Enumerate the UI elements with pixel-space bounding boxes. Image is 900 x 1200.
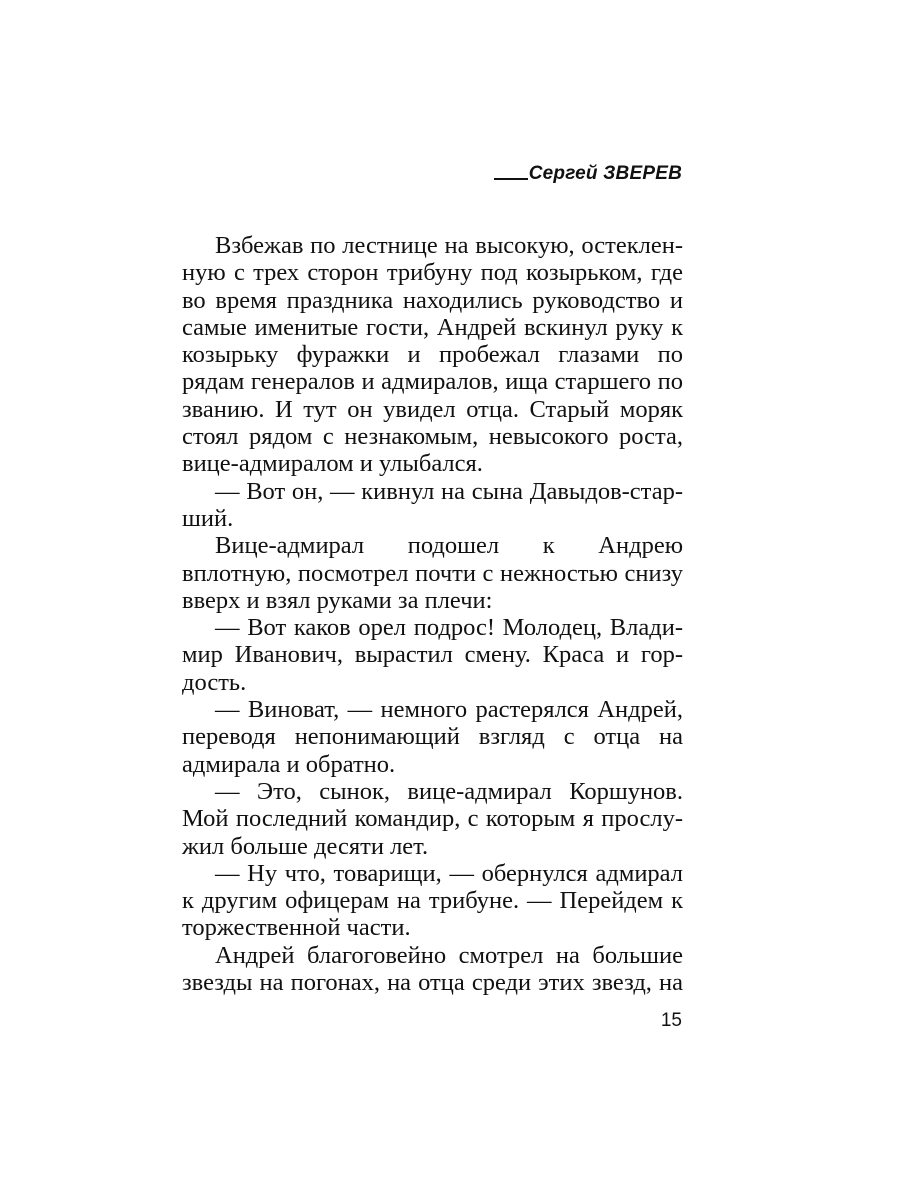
paragraph: Вице-адмирал подошел к Андрею вплотную, посмотрел почти с нежностью снизу вверх и взял руками за плечи:	[182, 532, 683, 614]
paragraph: — Ну что, товарищи, — обернулся адмирал к другим офицерам на трибуне. — Перейдем к торжественной части.	[182, 859, 683, 942]
page-number: 15	[660, 1010, 682, 1031]
paragraph: — Виноват, — немного растерялся Андрей, переводя непонимающий взгляд с отца на адмирала и обратно.	[182, 696, 683, 778]
running-head-rule	[494, 178, 528, 180]
paragraph: Андрей благоговейно смотрел на большие звезды на погонах, на отца среди этих звезд, на	[182, 941, 683, 997]
author-name: Сергей ЗВЕРЕВ	[528, 163, 682, 184]
paragraph: — Вот он, — кивнул на сына Давыдов-старший.	[182, 477, 683, 532]
paragraph: — Вот каков орел подрос! Молодец, Владимир Иванович, вырастил смену. Краса и гордость.	[182, 614, 683, 696]
paragraph: Взбежав по лестнице на высокую, остекленную с трех сторон трибуну под козырьком, где во время праздника находились руководство и самые именитые гости, Андрей вскинул руку к козырьку фуражки и пробежал глазами по рядам генералов и адмиралов, ища старшего по званию. И тут он увидел отца. Старый моряк стоял рядом с незнакомым, невысокого роста, вице-адмиралом и улыбался.	[182, 232, 683, 478]
body-text	[182, 232, 683, 996]
paragraph: — Это, сынок, вице-адмирал Коршунов. Мой последний командир, с которым я прослужил больше десяти лет.	[182, 777, 683, 860]
running-head	[494, 163, 682, 185]
